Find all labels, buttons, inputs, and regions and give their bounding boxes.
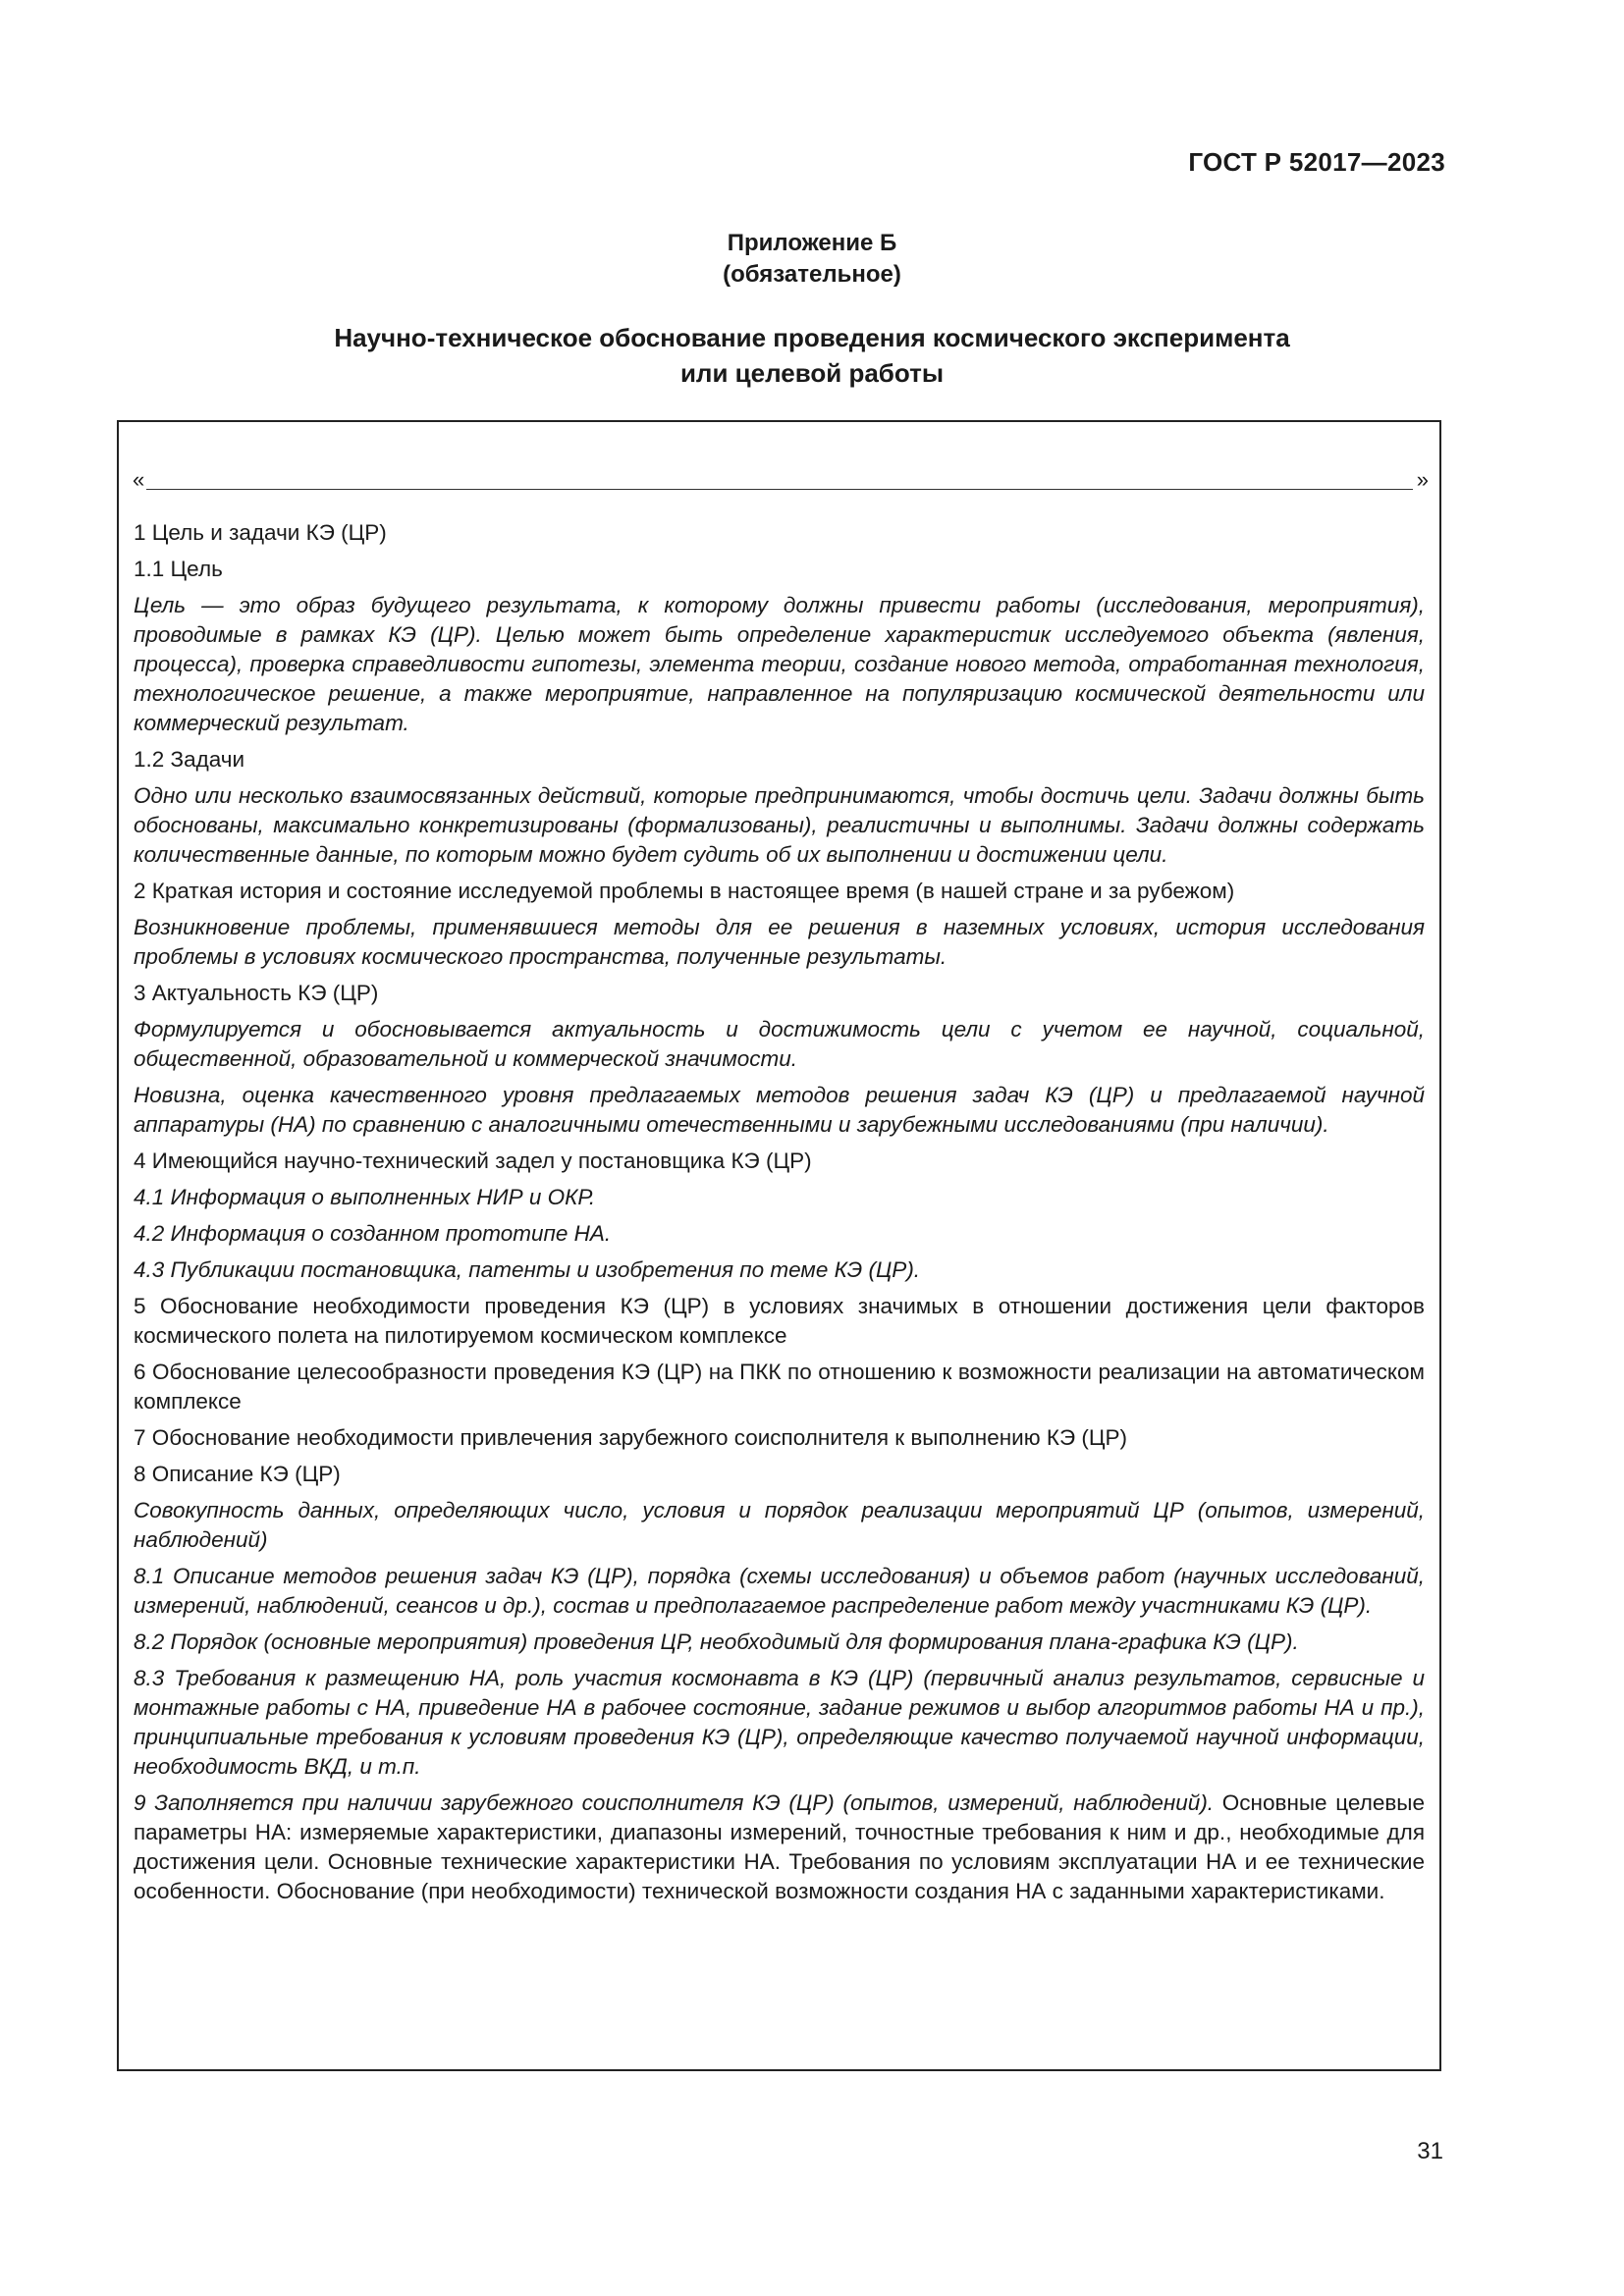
section-heading: 2 Краткая история и состояние исследуемой проблемы в настоящее время (в нашей стране и за рубежом) (134, 879, 1235, 903)
page-number: 31 (1417, 2138, 1443, 2164)
guidance-item: 8.1 Описание методов решения задач КЭ (ЦР), порядка (схемы исследования) и объемов работ (научных исследований, измерений, наблюдений, сеансов и др.), состав и предполагаемое распределение работ между участниками КЭ (ЦР). (134, 1564, 1425, 1618)
guidance-item: 4.1 Информация о выполненных НИР и ОКР. (134, 1185, 596, 1209)
guidance-text: Совокупность данных, определяющих число, условия и порядок реализации мероприятий ЦР (опытов, измерений, наблюдений) (134, 1498, 1425, 1552)
guidance-text: Формулируется и обосновывается актуальность и достижимость цели с учетом ее научной, социальной, общественной, образовательной и коммерческой значимости. (134, 1017, 1425, 1071)
name-underline (146, 489, 1413, 490)
guidance-text: Возникновение проблемы, применявшиеся методы для ее решения в наземных условиях, история исследования проблемы в условиях космического пространства, полученные результаты. (134, 915, 1425, 969)
guidance-item: 4.3 Публикации постановщика, патенты и изобретения по теме КЭ (ЦР). (134, 1257, 921, 1282)
close-quote: » (1416, 467, 1429, 492)
subsection-heading: 1.1 Цель (134, 557, 223, 581)
guidance-item: 8.2 Порядок (основные мероприятия) проведения ЦР, необходимый для формирования плана-графика КЭ (ЦР). (134, 1629, 1299, 1654)
appendix-heading (0, 228, 1624, 291)
section-heading: 1 Цель и задачи КЭ (ЦР) (134, 520, 387, 545)
section-9-paragraph (134, 1789, 1425, 1906)
document-number: ГОСТ Р 52017—2023 (1188, 147, 1445, 177)
section-9-italic: 9 Заполняется при наличии зарубежного соисполнителя КЭ (ЦР) (опытов, измерений, наблюдений). (134, 1790, 1215, 1815)
guidance-text: Одно или несколько взаимосвязанных действий, которые предпринимаются, чтобы достичь цели. Задачи должны быть обоснованы, максимально конкретизированы (формализованы), реалистичны и выполнимы. Задачи должны содержать количественные данные, по которым можно будет судить об их выполнении и достижении цели. (134, 783, 1425, 867)
guidance-text: Цель — это образ будущего результата, к которому должны привести работы (исследования, мероприятия), проводимые в рамках КЭ (ЦР). Целью может быть определение характеристик исследуемого объекта (явления, процесса), проверка справедливости гипотезы, элемента теории, создание нового метода, отработанная технология, технологическое решение, а также мероприятие, направленное на популяризацию космической деятельности или коммерческий результат. (134, 593, 1425, 735)
section-heading: 7 Обоснование необходимости привлечения зарубежного соисполнителя к выполнению КЭ (ЦР) (134, 1425, 1128, 1450)
subsection-heading: 1.2 Задачи (134, 747, 245, 772)
open-quote: « (133, 467, 145, 492)
appendix-status: (обязательное) (723, 261, 901, 288)
form-frame (117, 420, 1441, 2071)
guidance-item: 8.3 Требования к размещению НА, роль участия космонавта в КЭ (ЦР) (первичный анализ результатов, сервисные и монтажные работы с НА, приведение НА в рабочее состояние, задание режимов и выбор алгоритмов работы НА и пр.), принципиальные требования к условиям проведения КЭ (ЦР), определяющие качество получаемой научной информации, необходимость ВКД, и т.п. (134, 1666, 1425, 1779)
experiment-name-line (133, 465, 1429, 495)
title-line-1: Научно-техническое обоснование проведения космического эксперимента (334, 323, 1290, 352)
section-heading: 3 Актуальность КЭ (ЦР) (134, 981, 379, 1005)
appendix-title (0, 320, 1624, 391)
appendix-label: Приложение Б (727, 230, 897, 256)
section-heading: 5 Обоснование необходимости проведения КЭ (ЦР) в условиях значимых в отношении достижения цели факторов космического полета на пилотируемом космическом комплексе (134, 1294, 1425, 1348)
section-heading: 6 Обоснование целесообразности проведения КЭ (ЦР) на ПКК по отношению к возможности реализации на автоматическом комплексе (134, 1360, 1425, 1414)
frame-content (134, 518, 1425, 1913)
guidance-item: 4.2 Информация о созданном прототипе НА. (134, 1221, 612, 1246)
section-heading: 8 Описание КЭ (ЦР) (134, 1462, 341, 1486)
guidance-text: Новизна, оценка качественного уровня предлагаемых методов решения задач КЭ (ЦР) и предлагаемой научной аппаратуры (НА) по сравнению с аналогичными отечественными и зарубежными исследованиями (при наличии). (134, 1083, 1425, 1137)
section-heading: 4 Имеющийся научно-технический задел у постановщика КЭ (ЦР) (134, 1148, 812, 1173)
section-9-normal: Основные целевые параметры НА: измеряемые характеристики, диапазоны измерений, точностные требования к ним и др., необходимые для достижения цели. Основные технические характеристики НА. Требования по условиям эксплуатации НА и ее технические особенности. Обоснование (при необходимости) технической возможности создания НА с заданными характеристиками. (134, 1790, 1425, 1903)
title-line-2: или целевой работы (679, 358, 945, 388)
